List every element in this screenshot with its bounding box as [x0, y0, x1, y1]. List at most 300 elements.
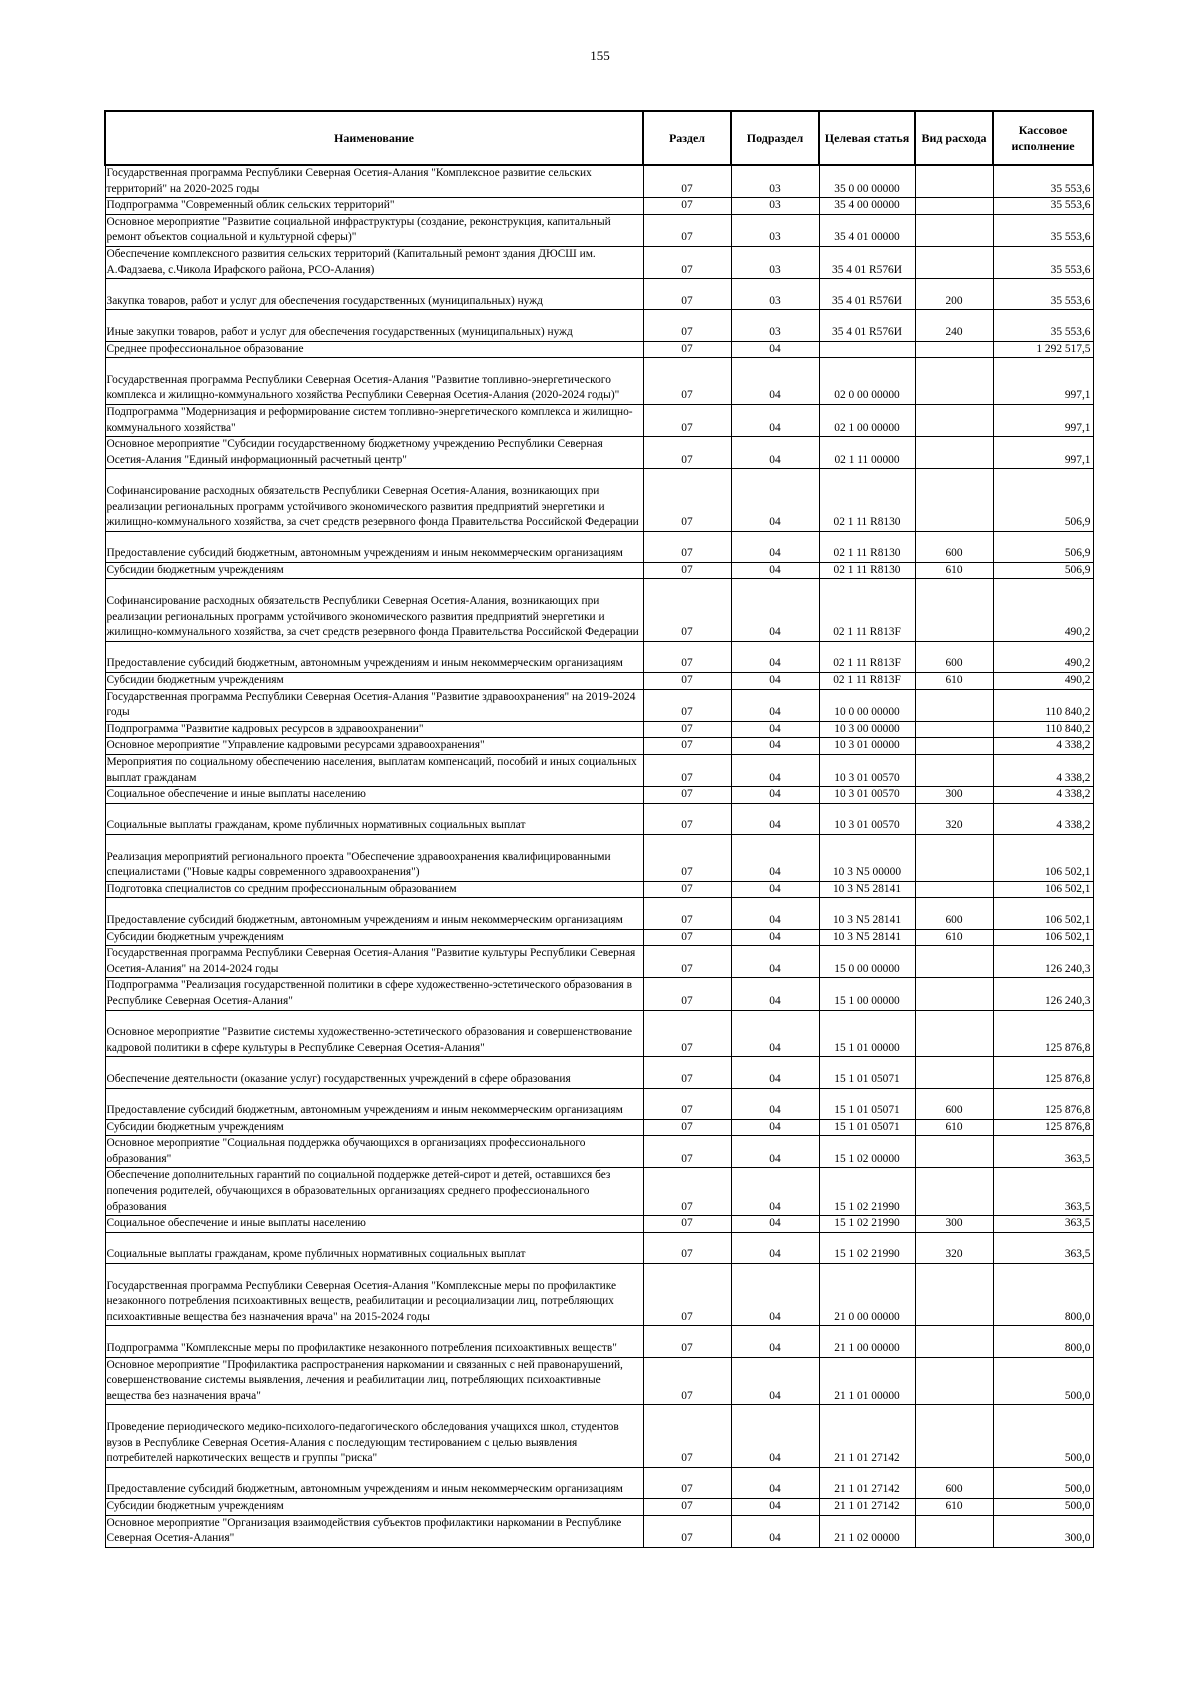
row-section: 07 [643, 1515, 731, 1547]
row-name: Реализация мероприятий регионального проекта "Обеспечение здравоохранения квалифицированными специалистами ("Новые кадры современного здравоохранения") [105, 834, 643, 881]
table-row [105, 562, 1093, 579]
row-name: Обеспечение комплексного развития сельских территорий (Капитальный ремонт здания ДЮСШ им. А.Фадзаева, с.Чикола Ирафского района, РСО-Алания) [105, 246, 643, 278]
header-expense-type: Вид расхода [915, 111, 993, 165]
row-subsection: 04 [731, 1467, 819, 1498]
row-section: 07 [643, 721, 731, 738]
row-section: 07 [643, 1326, 731, 1357]
row-expense-type: 300 [915, 787, 993, 804]
row-expense-type: 610 [915, 673, 993, 690]
row-target-article: 10 3 00 00000 [819, 721, 915, 738]
row-expense-type [915, 1357, 993, 1405]
row-subsection: 04 [731, 673, 819, 690]
table-row [105, 1136, 1093, 1168]
row-amount: 506,9 [993, 531, 1093, 562]
row-target-article: 21 1 02 00000 [819, 1515, 915, 1547]
row-expense-type [915, 198, 993, 215]
row-name: Социальные выплаты гражданам, кроме публичных нормативных социальных выплат [105, 1232, 643, 1263]
row-name: Подпрограмма "Современный облик сельских территорий" [105, 198, 643, 215]
row-subsection: 04 [731, 755, 819, 787]
row-amount: 490,2 [993, 673, 1093, 690]
row-subsection: 04 [731, 1010, 819, 1057]
row-expense-type: 320 [915, 1232, 993, 1263]
row-target-article: 21 1 01 27142 [819, 1405, 915, 1467]
table-row [105, 214, 1093, 246]
table-row [105, 1168, 1093, 1216]
row-target-article: 21 1 00 00000 [819, 1326, 915, 1357]
row-section: 07 [643, 562, 731, 579]
row-subsection: 04 [731, 946, 819, 978]
table-row [105, 1264, 1093, 1326]
row-amount: 500,0 [993, 1357, 1093, 1405]
row-expense-type [915, 1057, 993, 1088]
row-section: 07 [643, 198, 731, 215]
row-amount: 35 553,6 [993, 279, 1093, 310]
row-target-article: 02 0 00 00000 [819, 358, 915, 405]
row-target-article: 02 1 11 R813F [819, 641, 915, 672]
row-section: 07 [643, 1088, 731, 1119]
row-subsection: 04 [731, 1405, 819, 1467]
row-amount: 35 553,6 [993, 246, 1093, 278]
row-amount: 506,9 [993, 562, 1093, 579]
row-amount: 106 502,1 [993, 834, 1093, 881]
row-name: Субсидии бюджетным учреждениям [105, 1498, 643, 1515]
row-amount: 126 240,3 [993, 946, 1093, 978]
row-section: 07 [643, 404, 731, 436]
table-row [105, 437, 1093, 469]
row-expense-type [915, 246, 993, 278]
row-expense-type: 320 [915, 803, 993, 834]
row-section: 07 [643, 1136, 731, 1168]
table-row [105, 1357, 1093, 1405]
row-amount: 500,0 [993, 1405, 1093, 1467]
row-expense-type [915, 165, 993, 198]
row-section: 07 [643, 738, 731, 755]
table-row [105, 834, 1093, 881]
row-section: 07 [643, 1405, 731, 1467]
row-expense-type [915, 358, 993, 405]
row-expense-type: 600 [915, 641, 993, 672]
row-name: Подпрограмма "Модернизация и реформирование систем топливно-энергетического комплекса и жилищно-коммунального хозяйства" [105, 404, 643, 436]
row-name: Социальное обеспечение и иные выплаты населению [105, 787, 643, 804]
row-amount: 997,1 [993, 358, 1093, 405]
row-expense-type: 200 [915, 279, 993, 310]
row-name: Обеспечение деятельности (оказание услуг) государственных учреждений в сфере образования [105, 1057, 643, 1088]
row-expense-type: 600 [915, 531, 993, 562]
row-amount: 800,0 [993, 1264, 1093, 1326]
table-row [105, 246, 1093, 278]
table-row [105, 1405, 1093, 1467]
row-expense-type [915, 738, 993, 755]
row-target-article: 10 3 N5 28141 [819, 929, 915, 946]
table-row [105, 1232, 1093, 1263]
row-name: Основное мероприятие "Социальная поддержка обучающихся в организациях профессионального образования" [105, 1136, 643, 1168]
row-name: Подпрограмма "Реализация государственной политики в сфере художественно-эстетического образования в Республике Северная Осетия-Алания" [105, 978, 643, 1010]
table-row [105, 310, 1093, 341]
row-amount: 35 553,6 [993, 198, 1093, 215]
row-amount: 500,0 [993, 1467, 1093, 1498]
row-amount: 997,1 [993, 404, 1093, 436]
row-subsection: 03 [731, 279, 819, 310]
row-subsection: 04 [731, 358, 819, 405]
row-amount: 126 240,3 [993, 978, 1093, 1010]
row-section: 07 [643, 1119, 731, 1136]
budget-table [104, 110, 1094, 1548]
row-subsection: 03 [731, 246, 819, 278]
row-name: Государственная программа Республики Северная Осетия-Алания "Комплексные меры по профилактике незаконного потребления психоактивных веществ, реабилитации и ресоциализации лиц, потребляющих психоактивные вещества без назначения врача" на 2015-2024 годы [105, 1264, 643, 1326]
row-target-article: 10 0 00 00000 [819, 689, 915, 721]
row-subsection: 04 [731, 437, 819, 469]
row-amount: 500,0 [993, 1498, 1093, 1515]
table-row [105, 531, 1093, 562]
row-subsection: 04 [731, 834, 819, 881]
row-target-article: 15 0 00 00000 [819, 946, 915, 978]
row-target-article: 02 1 11 R813F [819, 673, 915, 690]
row-amount: 106 502,1 [993, 881, 1093, 898]
row-subsection: 04 [731, 1119, 819, 1136]
header-execution: Кассовое исполнение [993, 111, 1093, 165]
table-row [105, 358, 1093, 405]
row-name: Предоставление субсидий бюджетным, автономным учреждениям и иным некоммерческим организациям [105, 531, 643, 562]
row-target-article: 10 3 N5 28141 [819, 881, 915, 898]
row-section: 07 [643, 1168, 731, 1216]
row-section: 07 [643, 469, 731, 531]
row-target-article: 35 4 01 R576И [819, 279, 915, 310]
table-header [105, 111, 1093, 165]
row-expense-type: 600 [915, 898, 993, 929]
row-amount: 35 553,6 [993, 310, 1093, 341]
table-row [105, 1326, 1093, 1357]
row-expense-type: 610 [915, 1119, 993, 1136]
row-amount: 106 502,1 [993, 929, 1093, 946]
row-target-article: 02 1 11 R813F [819, 579, 915, 641]
row-target-article: 02 1 11 R8130 [819, 531, 915, 562]
table-row [105, 1498, 1093, 1515]
row-expense-type [915, 1168, 993, 1216]
table-row [105, 469, 1093, 531]
row-section: 07 [643, 1057, 731, 1088]
row-target-article: 10 3 01 00570 [819, 787, 915, 804]
table-row [105, 755, 1093, 787]
row-name: Иные закупки товаров, работ и услуг для обеспечения государственных (муниципальных) нужд [105, 310, 643, 341]
row-section: 07 [643, 165, 731, 198]
row-section: 07 [643, 689, 731, 721]
row-section: 07 [643, 1467, 731, 1498]
row-expense-type: 610 [915, 562, 993, 579]
table-row [105, 1088, 1093, 1119]
row-target-article: 10 3 N5 00000 [819, 834, 915, 881]
row-name: Подготовка специалистов со средним профессиональным образованием [105, 881, 643, 898]
row-expense-type [915, 1405, 993, 1467]
table-row [105, 279, 1093, 310]
table-row [105, 787, 1093, 804]
row-amount: 363,5 [993, 1216, 1093, 1233]
row-name: Субсидии бюджетным учреждениям [105, 929, 643, 946]
row-section: 07 [643, 214, 731, 246]
row-target-article: 15 1 02 21990 [819, 1216, 915, 1233]
table-row [105, 579, 1093, 641]
row-target-article: 35 0 00 00000 [819, 165, 915, 198]
row-amount: 800,0 [993, 1326, 1093, 1357]
row-name: Предоставление субсидий бюджетным, автономным учреждениям и иным некоммерческим организациям [105, 1088, 643, 1119]
table-row [105, 689, 1093, 721]
row-target-article: 02 1 11 00000 [819, 437, 915, 469]
row-name: Субсидии бюджетным учреждениям [105, 1119, 643, 1136]
table-row [105, 1216, 1093, 1233]
row-expense-type [915, 1515, 993, 1547]
row-amount: 35 553,6 [993, 165, 1093, 198]
row-amount: 363,5 [993, 1168, 1093, 1216]
row-name: Софинансирование расходных обязательств Республики Северная Осетия-Алания, возникающих при реализации региональных программ устойчивого экономического развития предприятий энергетики и жилищно-коммунального хозяйства, за счет средств резервного фонда Правительства Российской Федерации [105, 469, 643, 531]
row-amount: 1 292 517,5 [993, 341, 1093, 358]
row-target-article: 21 1 01 27142 [819, 1498, 915, 1515]
table-row [105, 898, 1093, 929]
table-row [105, 738, 1093, 755]
row-target-article: 02 1 11 R8130 [819, 562, 915, 579]
row-subsection: 04 [731, 881, 819, 898]
row-amount: 490,2 [993, 641, 1093, 672]
table-row [105, 673, 1093, 690]
row-name: Софинансирование расходных обязательств Республики Северная Осетия-Алания, возникающих при реализации региональных программ устойчивого экономического развития предприятий энергетики и жилищно-коммунального хозяйства, за счет средств резервного фонда Правительства Российской Федерации [105, 579, 643, 641]
row-amount: 4 338,2 [993, 803, 1093, 834]
row-subsection: 04 [731, 1357, 819, 1405]
row-subsection: 04 [731, 1498, 819, 1515]
row-name: Предоставление субсидий бюджетным, автономным учреждениям и иным некоммерческим организациям [105, 898, 643, 929]
row-subsection: 04 [731, 641, 819, 672]
row-subsection: 04 [731, 341, 819, 358]
row-expense-type [915, 214, 993, 246]
row-subsection: 04 [731, 738, 819, 755]
row-expense-type [915, 946, 993, 978]
row-section: 07 [643, 531, 731, 562]
row-target-article: 35 4 00 00000 [819, 198, 915, 215]
row-subsection: 04 [731, 898, 819, 929]
row-expense-type [915, 721, 993, 738]
row-subsection: 04 [731, 1216, 819, 1233]
row-subsection: 04 [731, 689, 819, 721]
row-expense-type: 240 [915, 310, 993, 341]
row-section: 07 [643, 641, 731, 672]
row-expense-type [915, 689, 993, 721]
table-row [105, 198, 1093, 215]
row-subsection: 04 [731, 404, 819, 436]
table-row [105, 929, 1093, 946]
row-name: Основное мероприятие "Субсидии государственному бюджетному учреждению Республики Северная Осетия-Алания "Единый информационный расчетный центр" [105, 437, 643, 469]
row-target-article: 15 1 00 00000 [819, 978, 915, 1010]
row-amount: 506,9 [993, 469, 1093, 531]
row-expense-type [915, 1136, 993, 1168]
row-expense-type: 610 [915, 929, 993, 946]
row-target-article [819, 341, 915, 358]
row-section: 07 [643, 755, 731, 787]
row-section: 07 [643, 898, 731, 929]
row-subsection: 04 [731, 1136, 819, 1168]
row-amount: 490,2 [993, 579, 1093, 641]
row-section: 07 [643, 310, 731, 341]
row-expense-type [915, 341, 993, 358]
table-row [105, 1515, 1093, 1547]
row-section: 07 [643, 341, 731, 358]
row-target-article: 10 3 01 00000 [819, 738, 915, 755]
row-subsection: 04 [731, 469, 819, 531]
row-target-article: 10 3 N5 28141 [819, 898, 915, 929]
row-amount: 300,0 [993, 1515, 1093, 1547]
row-name: Основное мероприятие "Развитие социальной инфраструктуры (создание, реконструкция, капитальный ремонт объектов социальной и культурной сферы)" [105, 214, 643, 246]
row-section: 07 [643, 978, 731, 1010]
row-amount: 4 338,2 [993, 755, 1093, 787]
row-amount: 106 502,1 [993, 898, 1093, 929]
table-row [105, 341, 1093, 358]
row-name: Субсидии бюджетным учреждениям [105, 673, 643, 690]
row-section: 07 [643, 1498, 731, 1515]
table-row [105, 1119, 1093, 1136]
table-row [105, 1467, 1093, 1498]
row-target-article: 21 1 01 00000 [819, 1357, 915, 1405]
row-expense-type [915, 755, 993, 787]
row-amount: 125 876,8 [993, 1057, 1093, 1088]
row-target-article: 02 1 00 00000 [819, 404, 915, 436]
row-subsection: 04 [731, 579, 819, 641]
row-expense-type [915, 1010, 993, 1057]
row-section: 07 [643, 437, 731, 469]
row-amount: 125 876,8 [993, 1088, 1093, 1119]
row-name: Предоставление субсидий бюджетным, автономным учреждениям и иным некоммерческим организациям [105, 1467, 643, 1498]
row-expense-type: 300 [915, 1216, 993, 1233]
row-subsection: 03 [731, 165, 819, 198]
row-expense-type: 610 [915, 1498, 993, 1515]
row-subsection: 04 [731, 803, 819, 834]
row-section: 07 [643, 1216, 731, 1233]
row-section: 07 [643, 929, 731, 946]
row-section: 07 [643, 246, 731, 278]
row-section: 07 [643, 579, 731, 641]
row-subsection: 04 [731, 1326, 819, 1357]
row-name: Основное мероприятие "Развитие системы художественно-эстетического образования и совершенствование кадровой политики в сфере культуры в Республике Северная Осетия-Алания" [105, 1010, 643, 1057]
row-amount: 110 840,2 [993, 689, 1093, 721]
row-name: Государственная программа Республики Северная Осетия-Алания "Развитие культуры Республики Северная Осетия-Алания" на 2014-2024 годы [105, 946, 643, 978]
row-name: Закупка товаров, работ и услуг для обеспечения государственных (муниципальных) нужд [105, 279, 643, 310]
table-row [105, 404, 1093, 436]
row-name: Основное мероприятие "Профилактика распространения наркомании и связанных с ней правонарушений, совершенствование системы выявления, лечения и реабилитации лиц, потребляющих психоактивные вещества без назначения врача" [105, 1357, 643, 1405]
row-expense-type: 600 [915, 1088, 993, 1119]
row-section: 07 [643, 881, 731, 898]
row-target-article: 21 1 01 27142 [819, 1467, 915, 1498]
row-subsection: 04 [731, 1232, 819, 1263]
row-name: Предоставление субсидий бюджетным, автономным учреждениям и иным некоммерческим организациям [105, 641, 643, 672]
row-section: 07 [643, 1264, 731, 1326]
table-row [105, 803, 1093, 834]
row-target-article: 10 3 01 00570 [819, 803, 915, 834]
row-subsection: 04 [731, 978, 819, 1010]
row-section: 07 [643, 803, 731, 834]
row-section: 07 [643, 946, 731, 978]
row-amount: 4 338,2 [993, 738, 1093, 755]
row-section: 07 [643, 1357, 731, 1405]
row-name: Проведение периодического медико-психолого-педагогического обследования учащихся школ, студентов вузов в Республике Северная Осетия-Алания с последующим тестированием с целью выявления потребителей наркотических веществ и группы "риска" [105, 1405, 643, 1467]
row-amount: 35 553,6 [993, 214, 1093, 246]
row-name: Государственная программа Республики Северная Осетия-Алания "Развитие топливно-энергетического комплекса и жилищно-коммунального хозяйства Республики Северная Осетия-Алания (2020-2024 годы)" [105, 358, 643, 405]
table-row [105, 978, 1093, 1010]
row-subsection: 04 [731, 1515, 819, 1547]
row-section: 07 [643, 834, 731, 881]
row-name: Мероприятия по социальному обеспечению населения, выплатам компенсаций, пособий и иных социальных выплат гражданам [105, 755, 643, 787]
row-section: 07 [643, 787, 731, 804]
row-amount: 363,5 [993, 1232, 1093, 1263]
row-subsection: 04 [731, 1264, 819, 1326]
row-name: Основное мероприятие "Организация взаимодействия субъектов профилактики наркомании в Республике Северная Осетия-Алания" [105, 1515, 643, 1547]
row-amount: 125 876,8 [993, 1010, 1093, 1057]
row-amount: 125 876,8 [993, 1119, 1093, 1136]
row-subsection: 04 [731, 787, 819, 804]
row-target-article: 21 0 00 00000 [819, 1264, 915, 1326]
row-name: Государственная программа Республики Северная Осетия-Алания "Развитие здравоохранения" на 2019-2024 годы [105, 689, 643, 721]
row-amount: 363,5 [993, 1136, 1093, 1168]
row-subsection: 03 [731, 198, 819, 215]
row-name: Подпрограмма "Развитие кадровых ресурсов в здравоохранении" [105, 721, 643, 738]
row-amount: 997,1 [993, 437, 1093, 469]
table-row [105, 1010, 1093, 1057]
table-row [105, 1057, 1093, 1088]
row-target-article: 35 4 01 R576И [819, 246, 915, 278]
table-row [105, 721, 1093, 738]
row-target-article: 35 4 01 00000 [819, 214, 915, 246]
header-name: Наименование [105, 111, 643, 165]
row-amount: 110 840,2 [993, 721, 1093, 738]
row-expense-type [915, 1264, 993, 1326]
table-body [105, 165, 1093, 1547]
header-target-article: Целевая статья [819, 111, 915, 165]
row-name: Среднее профессиональное образование [105, 341, 643, 358]
row-subsection: 04 [731, 531, 819, 562]
row-name: Обеспечение дополнительных гарантий по социальной поддержке детей-сирот и детей, оставшихся без попечения родителей, обучающихся в образовательных организациях среднего профессионального образования [105, 1168, 643, 1216]
row-target-article: 15 1 01 00000 [819, 1010, 915, 1057]
row-expense-type [915, 579, 993, 641]
row-name: Субсидии бюджетным учреждениям [105, 562, 643, 579]
row-target-article: 15 1 01 05071 [819, 1088, 915, 1119]
row-name: Основное мероприятие "Управление кадровыми ресурсами здравоохранения" [105, 738, 643, 755]
page-number: 155 [590, 48, 610, 63]
row-subsection: 03 [731, 310, 819, 341]
row-expense-type [915, 404, 993, 436]
row-section: 07 [643, 1232, 731, 1263]
row-expense-type [915, 437, 993, 469]
row-target-article: 10 3 01 00570 [819, 755, 915, 787]
row-expense-type [915, 881, 993, 898]
header-subsection: Подраздел [731, 111, 819, 165]
row-subsection: 04 [731, 1088, 819, 1119]
row-name: Социальное обеспечение и иные выплаты населению [105, 1216, 643, 1233]
row-section: 07 [643, 1010, 731, 1057]
row-target-article: 35 4 01 R576И [819, 310, 915, 341]
row-target-article: 02 1 11 R8130 [819, 469, 915, 531]
row-name: Государственная программа Республики Северная Осетия-Алания "Комплексное развитие сельских территорий" на 2020-2025 годы [105, 165, 643, 198]
row-expense-type [915, 1326, 993, 1357]
row-expense-type [915, 469, 993, 531]
row-amount: 4 338,2 [993, 787, 1093, 804]
table-row [105, 165, 1093, 198]
row-subsection: 04 [731, 721, 819, 738]
row-subsection: 03 [731, 214, 819, 246]
row-section: 07 [643, 279, 731, 310]
row-target-article: 15 1 02 21990 [819, 1232, 915, 1263]
table-row [105, 641, 1093, 672]
row-target-article: 15 1 02 00000 [819, 1136, 915, 1168]
table-row [105, 881, 1093, 898]
row-expense-type: 600 [915, 1467, 993, 1498]
row-name: Социальные выплаты гражданам, кроме публичных нормативных социальных выплат [105, 803, 643, 834]
row-subsection: 04 [731, 929, 819, 946]
row-section: 07 [643, 673, 731, 690]
row-section: 07 [643, 358, 731, 405]
